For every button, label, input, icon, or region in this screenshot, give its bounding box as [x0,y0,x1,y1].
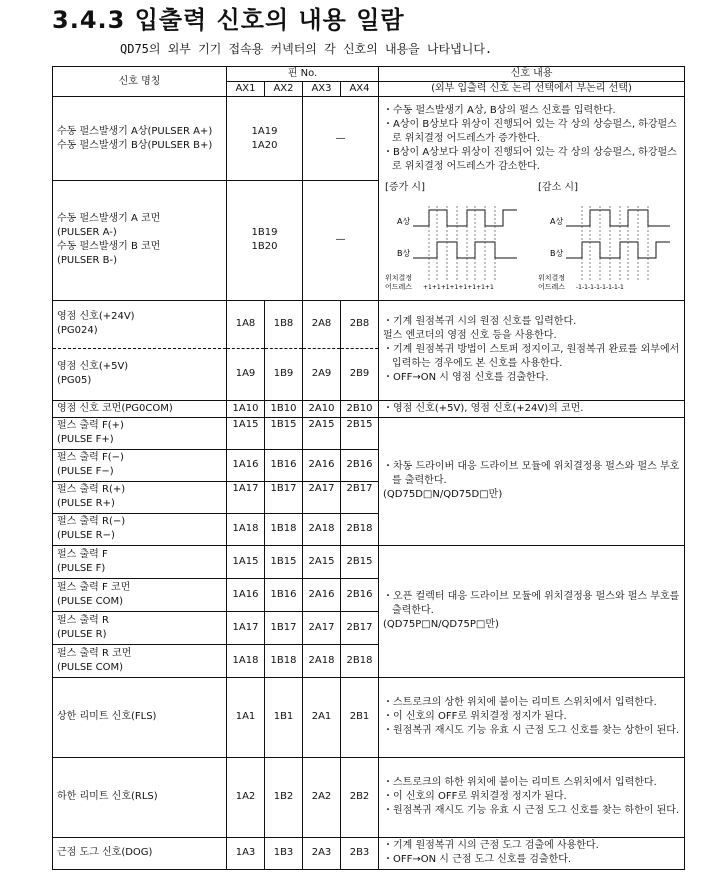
pin-value: 2B18 [341,513,379,545]
pin-value: 2A15 [303,417,341,449]
signal-name-cell [53,97,227,181]
pin-value: 2B1 [341,677,379,757]
b-phase-label: B상 [550,248,564,258]
signal-name-cell [53,348,227,400]
pin-value: 1B20 [251,241,278,253]
pin-value: 2A16 [303,449,341,481]
signal-name: (PULSER A-) [57,227,117,239]
pin-value: 2A2 [303,757,341,837]
address-label-2: 어드레스 [385,282,413,291]
pin-value: 1B18 [265,513,303,545]
signal-name-cell [53,545,227,578]
signal-name-cell [53,181,227,301]
desc-line: ・스트로크의 하한 위치에 붙이는 리미트 스위치에서 입력한다. [383,777,657,788]
signal-name: (PULSE COM) [57,661,124,673]
pin-value: 1B1 [265,677,303,757]
desc-line: ・이 신호의 OFF로 위치결정 정지가 된다. [383,791,567,802]
pin-value: 1A20 [251,139,278,151]
increase-waveform [385,182,525,299]
dashed-guides [582,206,648,282]
pin-value: 2A1 [303,677,341,757]
pin-dash: — [303,97,379,181]
pin-value: 1B8 [265,300,303,348]
signal-name: 펄스 출력 R [57,614,109,626]
pin-value: 1A8 [227,300,265,348]
signal-name: 수동 펄스발생기 A 코먼 [57,213,161,225]
pin-value: 2B17 [341,611,379,644]
signal-name: (PULSE R−) [57,530,115,541]
signal-description [379,97,685,181]
b-phase-wave [413,242,517,258]
header-ax3: AX3 [303,82,341,97]
signal-name-cell [53,417,227,449]
section-subtitle: QD75의 외부 기기 접속용 커넥터의 각 신호의 내용을 나타냅니다. [120,42,493,56]
signal-name: 펄스 출력 F(+) [57,420,124,431]
desc-line: ・원점복귀 재시도 기능 유효 시 근점 도그 신호를 찾는 하한이 된다. [383,805,680,816]
pin-value: 2A10 [303,400,341,417]
desc-line: ・수동 펄스발생기 A상, B상의 펄스 신호를 입력한다. [383,104,616,116]
pin-value: 1B10 [265,400,303,417]
signal-name: 영점 신호 코먼(PG0COM) [53,400,227,417]
desc-line: ・차동 드라이버 대응 드라이브 모듈에 위치결정용 펄스와 펄스 부호를 출력한다. [383,461,680,486]
signal-name: 근점 도그 신호(DOG) [53,837,227,869]
signal-name-cell [53,481,227,513]
signal-name: 펄스 출력 R 코먼 [57,647,132,659]
pin-value: 2A8 [303,300,341,348]
pin-value: 2B9 [341,348,379,400]
increase-waveform-diagram [385,194,525,294]
a-phase-wave [566,210,670,226]
signal-name: (PG05) [57,375,92,386]
pin-value: 1A17 [227,611,265,644]
pin-value: 1B3 [265,837,303,869]
signal-description [379,417,685,545]
table-row [53,181,685,301]
pin-value: 1B2 [265,757,303,837]
pin-cell [227,97,303,181]
pin-value: 2B16 [341,578,379,611]
decrease-waveform-diagram [538,194,678,294]
signal-name-cell [53,578,227,611]
table-row [53,677,685,757]
pin-value: 2B3 [341,837,379,869]
signal-description [379,545,685,677]
increase-label: [증가 시] [385,181,425,193]
signal-name: 수동 펄스발생기 B 코먼 [57,241,161,253]
signal-description [379,677,685,757]
header-desc-note: (외부 입출력 신호 논리 선택에서 부논리 선택) [379,82,685,97]
pin-value: 1B17 [265,611,303,644]
pin-value: 1A15 [227,417,265,449]
signal-name: 상한 리미트 신호(FLS) [53,677,227,757]
signal-name-cell [53,611,227,644]
pin-value: 1B15 [265,545,303,578]
desc-line: ・OFF→ON 시 영점 신호를 검출한다. [383,372,549,383]
pin-value: 1A2 [227,757,265,837]
desc-line: ・이 신호의 OFF로 위치결정 정지가 된다. [383,711,567,722]
signal-name: 수동 펄스발생기 B상(PULSER B+) [57,139,213,151]
header-desc: 신호 내용 [379,67,685,82]
pin-value: 2A15 [303,545,341,578]
pin-value: 1B19 [251,227,278,239]
a-phase-label: A상 [550,216,564,226]
address-label-2: 어드레스 [538,282,566,291]
desc-line: ・A상이 B상보다 위상이 진행되어 있는 각 상의 상승펄스, 하강펄스로 위치결정 어드레스가 증가한다. [383,118,677,144]
pin-value: 2B10 [341,400,379,417]
pin-value: 1A17 [227,481,265,513]
table-row [53,97,685,181]
pin-value: 1A19 [251,125,278,137]
decrease-label: [감소 시] [538,181,578,193]
pin-value: 1B9 [265,348,303,400]
table-row [53,545,685,578]
table-row [53,837,685,869]
pin-value: 1A3 [227,837,265,869]
signal-name: (PULSE R) [57,628,107,640]
desc-line: ・B상이 A상보다 위상이 진행되어 있는 각 상의 상승펄스, 하강펄스로 위치결정 어드레스가 감소한다. [383,146,677,172]
signal-name: 펄스 출력 R(+) [57,484,126,495]
signal-name: (PG024) [57,325,98,336]
signal-name: (PULSE F) [57,562,106,574]
pin-value: 1A16 [227,578,265,611]
pin-value: 2B15 [341,417,379,449]
signal-name: 하한 리미트 신호(RLS) [53,757,227,837]
pin-value: 2A17 [303,611,341,644]
pin-value: 1A9 [227,348,265,400]
pin-dash: — [303,181,379,301]
a-phase-label: A상 [397,216,411,226]
section-title: 3.4.3 입출력 신호의 내용 일람 [52,6,405,34]
pin-value: 2B16 [341,449,379,481]
table-row [53,400,685,417]
decrease-sequence: -1-1-1-1-1-1-1-1 [576,283,624,291]
table-row [53,417,685,449]
pin-value: 1A18 [227,644,265,677]
address-label-1: 위치결정 [538,273,566,282]
signal-name: 영점 신호(+24V) [57,311,135,322]
header-signal-name: 신호 명칭 [53,67,227,97]
header-row-1 [53,67,685,82]
address-label-1: 위치결정 [385,273,413,282]
signal-name-cell [53,300,227,348]
pin-value: 1B16 [265,449,303,481]
b-phase-label: B상 [397,248,411,258]
desc-line: ・스트로크의 상한 위치에 붙이는 리미트 스위치에서 입력한다. [383,697,657,708]
signal-description [379,300,685,400]
pin-value: 1A1 [227,677,265,757]
header-ax4: AX4 [341,82,379,97]
pin-value: 2B17 [341,481,379,513]
decrease-waveform [538,182,678,299]
waveform-cell [379,181,685,301]
pin-value: 1B17 [265,481,303,513]
a-phase-wave [413,210,517,226]
pin-value: 2B15 [341,545,379,578]
desc-line: ・기계 원점복귀 시의 원점 신호를 입력한다. [383,316,577,327]
desc-line: ・기계 원점복귀 방법이 스토퍼 정지이고, 원점복귀 완료를 외부에서 입력하는 경우에도 본 신호를 사용한다. [383,344,680,369]
pin-value: 2A17 [303,481,341,513]
pin-value: 2A16 [303,578,341,611]
pin-value: 1B16 [265,578,303,611]
desc-line: ・오픈 컬렉터 대응 드라이브 모듈에 위치결정용 펄스와 펄스 부호를 출력한다. [383,591,680,616]
signal-name: 펄스 출력 F [57,548,108,560]
desc-line: (QD75P□N/QD75P□만) [383,619,499,630]
header-ax2: AX2 [265,82,303,97]
signal-name-cell [53,513,227,545]
b-phase-wave [566,242,670,258]
desc-line: (QD75D□N/QD75D□만) [383,489,503,500]
pin-value: 1A16 [227,449,265,481]
signal-name: (PULSER B-) [57,255,117,267]
pin-value: 1B18 [265,644,303,677]
pin-value: 2A3 [303,837,341,869]
signal-name: 펄스 출력 R(−) [57,516,126,527]
desc-line: ・기계 원점복귀 시의 근점 도그 검출에 사용한다. [383,840,599,851]
signal-name: (PULSE F−) [57,466,114,477]
desc-line: ・OFF→ON 시 근점 도그 신호를 검출한다. [383,854,572,865]
signal-name: (PULSE F+) [57,434,114,445]
signal-name: (PULSE R+) [57,498,115,509]
pin-value: 2B2 [341,757,379,837]
desc-line: 펄스 엔코더의 영점 신호 등을 사용한다. [383,330,557,341]
signal-name-cell [53,449,227,481]
header-ax1: AX1 [227,82,265,97]
pin-value: 2B8 [341,300,379,348]
signal-name-cell [53,644,227,677]
increase-sequence: +1+1+1+1+1+1+1+1 [423,283,494,291]
signal-name: 수동 펄스발생기 A상(PULSER A+) [57,125,213,137]
signal-name: (PULSE COM) [57,595,124,607]
signal-name: 펄스 출력 F 코먼 [57,581,131,593]
signal-name: 영점 신호(+5V) [57,361,129,372]
pin-value: 2A9 [303,348,341,400]
pin-value: 2B18 [341,644,379,677]
table-row [53,300,685,348]
signal-description [379,837,685,869]
pin-value: 1A10 [227,400,265,417]
signal-table [52,66,685,870]
desc-line: ・원점복귀 재시도 기능 유효 시 근점 도그 신호를 찾는 상한이 된다. [383,725,680,736]
signal-description: ・영점 신호(+5V), 영점 신호(+24V)의 코먼. [379,400,685,417]
pin-cell [227,181,303,301]
header-pin-no: 핀 No. [227,67,379,82]
pin-value: 1B15 [265,417,303,449]
pin-value: 1A18 [227,513,265,545]
pin-value: 2A18 [303,644,341,677]
signal-description [379,757,685,837]
pin-value: 2A18 [303,513,341,545]
signal-name: 펄스 출력 F(−) [57,452,124,463]
table-row [53,757,685,837]
pin-value: 1A15 [227,545,265,578]
